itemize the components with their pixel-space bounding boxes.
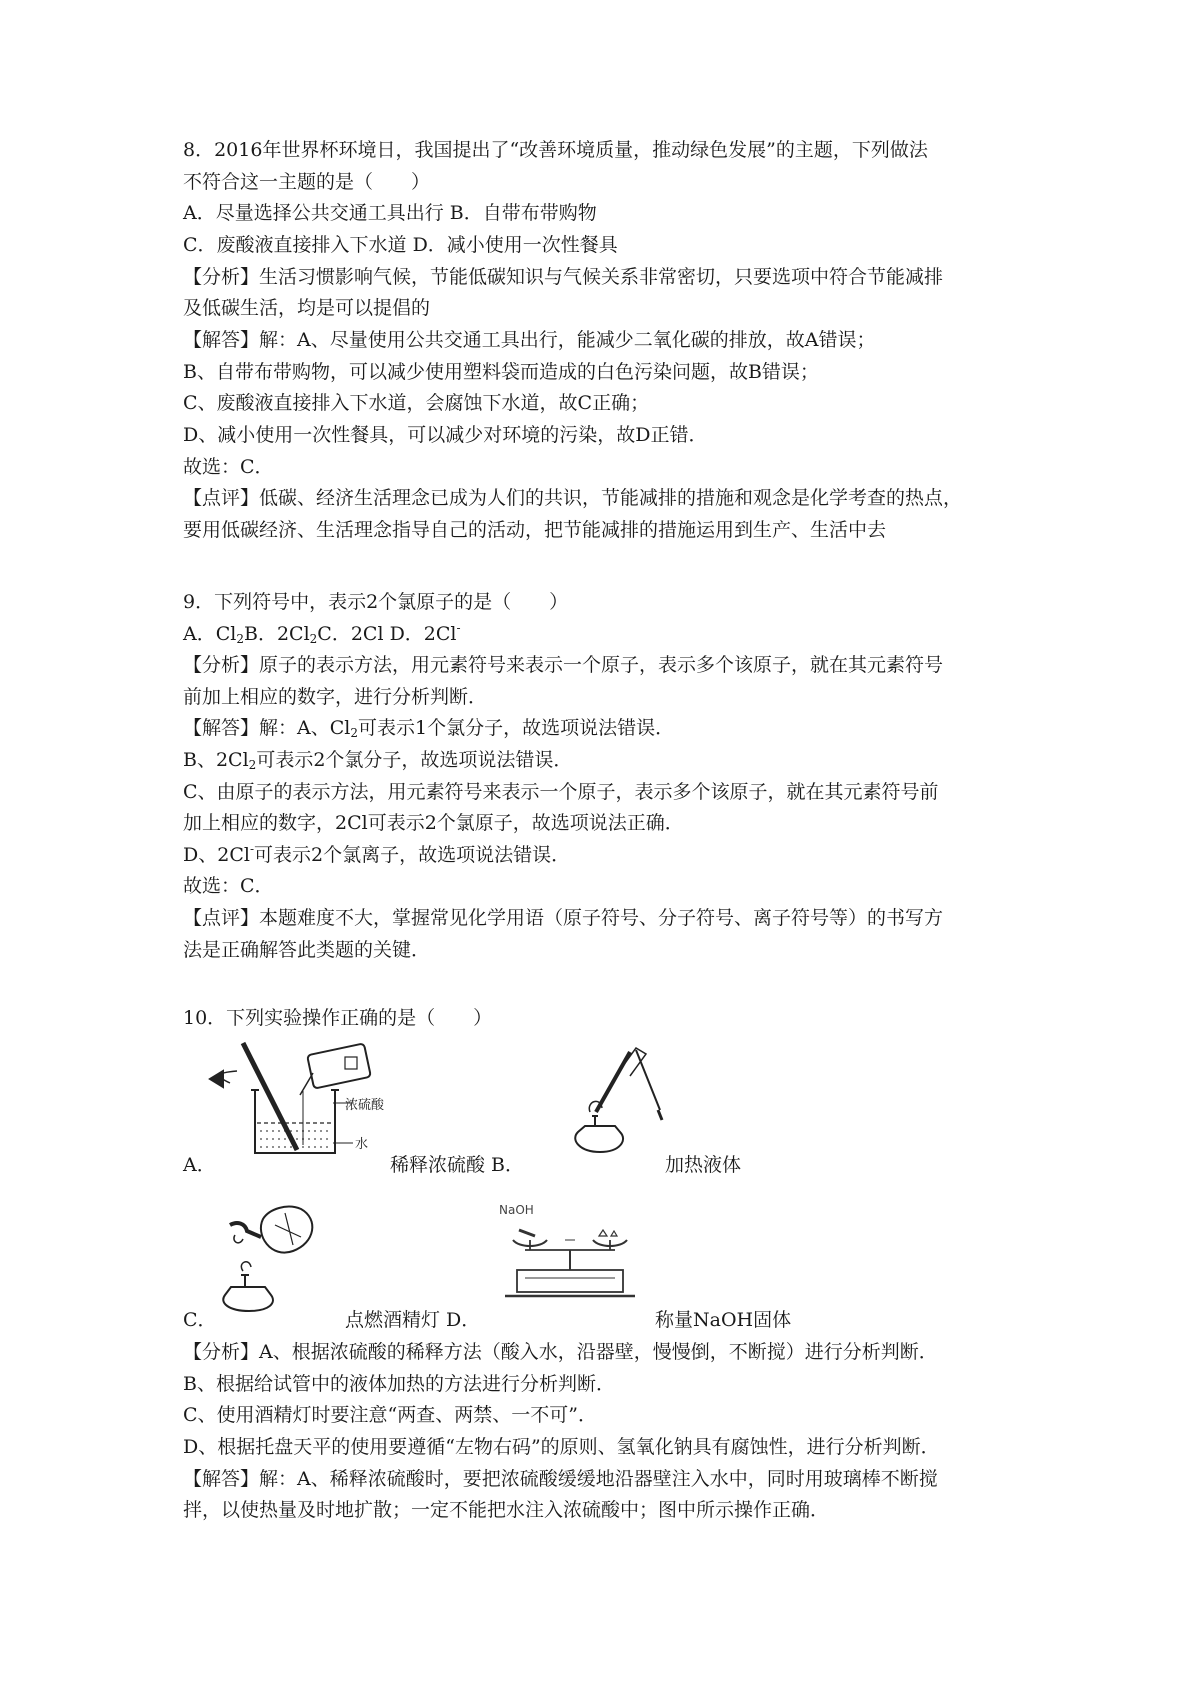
q9-answer-line-2 (183, 744, 1033, 776)
figure-light-alcohol-lamp (215, 1195, 335, 1315)
q9-answer-5-rest: 可表示2个氯离子，故选项说法错误． (254, 844, 571, 866)
q9-answer-line-1 (183, 712, 1033, 744)
q10-analysis-line-4: D、根据托盘天平的使用要遵循“左物右码”的原则、氢氧化钠具有腐蚀性，进行分析判断． (183, 1436, 940, 1458)
q9-option-a-subscript: 2 (236, 632, 244, 646)
q9-answer-1-subscript: 2 (350, 726, 358, 740)
q9-comment-line-1: 【点评】本题难度不大，掌握常见化学用语（原子符号、分子符号、离子符号等）的书写方 (183, 907, 944, 929)
q9-answer-1-rest: 可表示1个氯分子，故选项说法错误． (357, 717, 675, 739)
figure-heat-liquid (560, 1040, 675, 1160)
q10-option-c-letter: C． (183, 1309, 217, 1331)
q9-answer-2-text: B、2Cl (183, 749, 249, 771)
q8-options-ab: A．尽量选择公共交通工具出行 B．自带布带购物 (183, 202, 597, 224)
fig-d-label-naoh: NaOH (499, 1203, 534, 1217)
q10-option-b-caption: 加热液体 (665, 1154, 742, 1176)
q8-comment-line-1: 【点评】低碳、经济生活理念已成为人们的共识，节能减排的措施和观念是化学考查的热点， (183, 487, 963, 509)
q9-option-d-superscript: - (456, 621, 461, 635)
q10-option-a-letter: A． (183, 1154, 216, 1176)
q10-analysis-line-3: C、使用酒精灯时要注意“两查、两禁、一不可”． (183, 1404, 597, 1426)
q8-answer-line-1: 【解答】解：A、尽量使用公共交通工具出行，能减少二氧化碳的排放，故A错误； (183, 329, 876, 351)
q9-analysis-line-2: 前加上相应的数字，进行分析判断． (183, 686, 488, 708)
q9-answer-line-4: 加上相应的数字，2Cl可表示2个氯原子，故选项说法正确． (183, 812, 684, 834)
q9-stem: 9．下列符号中，表示2个氯原子的是（ ） (183, 591, 569, 613)
q10-analysis-line-2: B、根据给试管中的液体加热的方法进行分析判断． (183, 1373, 615, 1395)
figure-dilute-acid (205, 1035, 385, 1160)
q10-answer-line-2: 拌，以使热量及时地扩散；一定不能把水注入浓硫酸中；图中所示操作正确． (183, 1499, 830, 1521)
q9-choice: 故选：C． (183, 875, 274, 897)
fig-a-label-acid: 浓硫酸 (345, 1098, 385, 1113)
q8-analysis-line-1: 【分析】生活习惯影响气候，节能低碳知识与气候关系非常密切，只要选项中符合节能减排 (183, 266, 944, 288)
q9-answer-5-superscript: - (249, 842, 254, 856)
q9-comment-line-2: 法是正确解答此类题的关键． (183, 939, 431, 961)
q10-option-d-caption: 称量NaOH固体 (655, 1309, 792, 1331)
q8-answer-line-3: C、废酸液直接排入下水道，会腐蚀下水道，故C正确； (183, 392, 650, 414)
q9-answer-2-subscript: 2 (248, 758, 257, 772)
q9-option-cd: C．2Cl D．2Cl (317, 623, 457, 645)
q9-answer-5-text: D、2Cl (183, 844, 250, 866)
q8-analysis-line-2: 及低碳生活，均是可以提倡的 (183, 297, 431, 319)
q8-answer-line-2: B、自带布带购物，可以减少使用塑料袋而造成的白色污染问题，故B错误； (183, 361, 819, 383)
q8-comment-line-2: 要用低碳经济、生活理念指导自己的活动，把节能减排的措施运用到生产、生活中去 (183, 519, 887, 541)
q9-analysis-line-1: 【分析】原子的表示方法，用元素符号来表示一个原子，表示多个该原子，就在其元素符号 (183, 654, 944, 676)
q8-answer-line-4: D、减小使用一次性餐具，可以减少对环境的污染，故D正错． (183, 424, 708, 446)
q9-option-b: B．2Cl (243, 623, 310, 645)
q10-option-c-caption: 点燃酒精灯 D． (345, 1309, 481, 1331)
q8-stem-line-1: 8．2016年世界杯环境日，我国提出了“改善环境质量，推动绿色发展”的主题，下列做法 (183, 139, 928, 161)
q10-analysis-line-1: 【分析】A、根据浓硫酸的稀释方法（酸入水，沿器壁，慢慢倒，不断搅）进行分析判断． (183, 1341, 938, 1363)
q9-option-a: A．Cl (183, 623, 237, 645)
q8-choice: 故选：C． (183, 456, 274, 478)
figure-weigh-naoh (495, 1200, 645, 1305)
q9-option-b-subscript: 2 (309, 632, 318, 646)
q8-stem-line-2: 不符合这一主题的是（ ） (183, 171, 431, 193)
q10-option-a-caption: 稀释浓硫酸 B． (390, 1154, 525, 1176)
q9-answer-line-3: C、由原子的表示方法，用元素符号来表示一个原子，表示多个该原子，就在其元素符号前 (183, 781, 939, 803)
fig-a-label-water: 水 (355, 1137, 369, 1152)
q9-options (183, 618, 1033, 650)
q9-answer-1-text: 【解答】解：A、Cl (183, 717, 351, 739)
q9-answer-line-5 (183, 839, 1033, 871)
q10-answer-line-1: 【解答】解：A、稀释浓硫酸时，要把浓硫酸缓缓地沿器壁注入水中，同时用玻璃棒不断搅 (183, 1468, 938, 1490)
q9-answer-2-rest: 可表示2个氯分子，故选项说法错误． (256, 749, 573, 771)
q10-stem: 10．下列实验操作正确的是（ ） (183, 1007, 493, 1029)
q8-options-cd: C．废酸液直接排入下水道 D．减小使用一次性餐具 (183, 234, 618, 256)
